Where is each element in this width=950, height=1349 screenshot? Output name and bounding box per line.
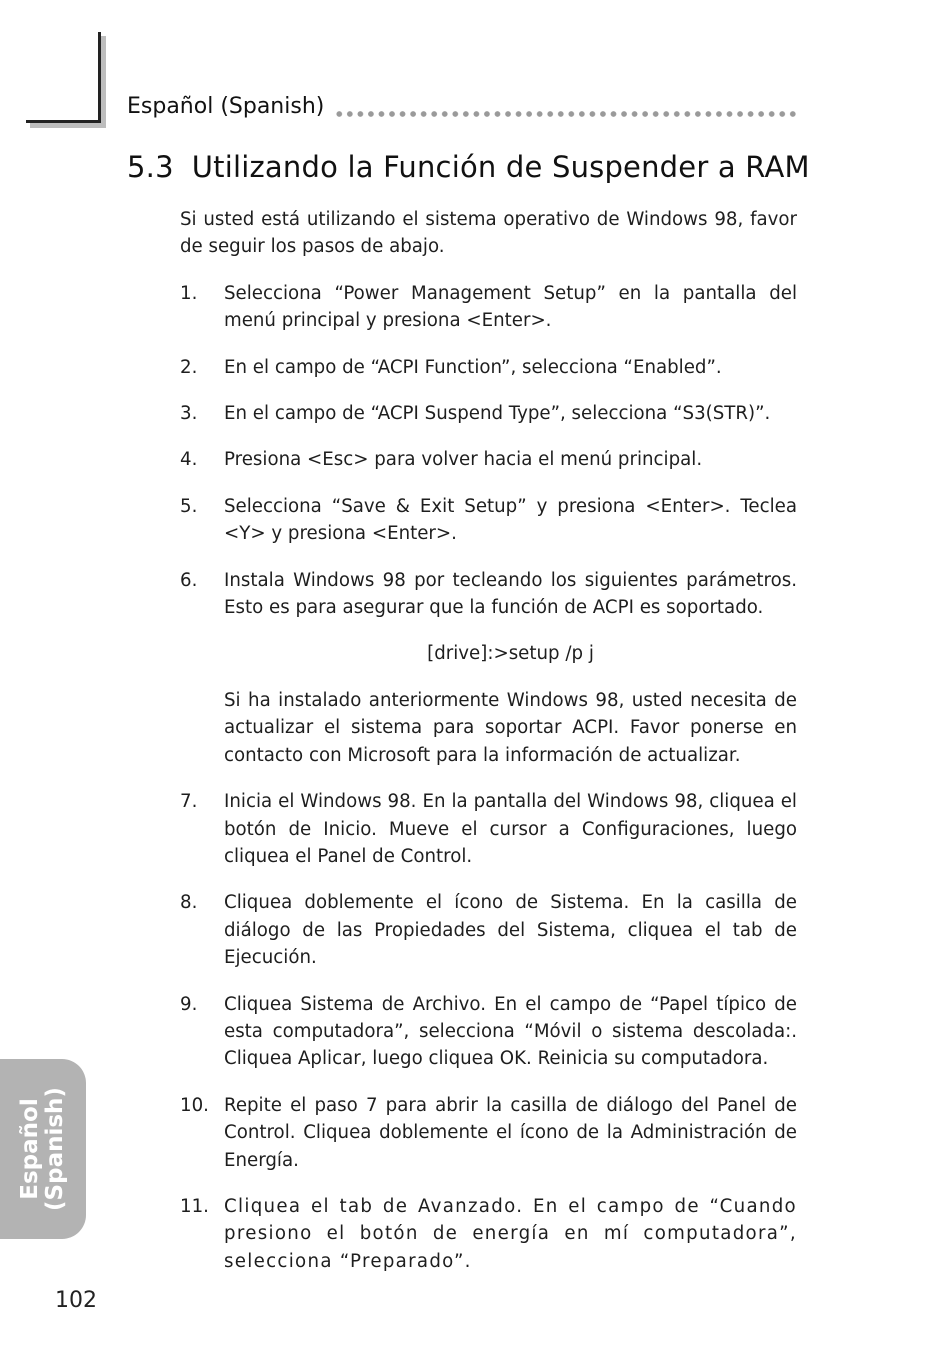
list-text: Cliquea doblemente el ícono de Sistema. En la casilla de diálogo de las Propiedades del Sistema, cliquea el tab de Ejecución. [224,892,797,969]
intro-paragraph: Si usted está utilizando el sistema operativo de Windows 98, favor de seguir los pasos de abajo. [180,209,797,258]
list-text: Selecciona “Power Management Setup” en la pantalla del menú principal y presiona <Enter>. [224,282,797,332]
list-number: 11. [180,1195,209,1217]
list-item-6 [180,567,797,622]
language-side-tab [0,1059,86,1239]
corner-mark-horizontal [26,120,101,123]
list-text: Repite el paso 7 para abrir la casilla de diálogo del Panel de Control. Cliquea doblemente el ícono de la Administración de Energía. [224,1094,797,1171]
list-number: 6. [180,569,198,591]
page-number: 102 [55,1288,97,1313]
list-item-1 [180,280,797,335]
list-item-3 [180,400,797,427]
list-number: 7. [180,791,198,813]
list-item-4 [180,446,797,473]
list-number: 3. [180,403,198,425]
page-body [180,206,797,1294]
corner-mark-vertical [98,32,101,123]
list-item-9 [180,991,797,1073]
section-title [127,150,810,184]
side-tab-line-2: (Spanish) [42,1087,68,1211]
list-text: En el campo de “ACPI Function”, selecciona “Enabled”. [224,356,722,378]
side-tab-line-1: Español [17,1098,43,1200]
list-number: 9. [180,993,198,1015]
list-number: 1. [180,282,198,304]
list-item-11 [180,1193,797,1275]
list-text: Cliquea Sistema de Archivo. En el campo de “Papel típico de esta computadora”, selecciona “Móvil o sistema descolada:. Cliquea Aplicar, luego cliquea OK. Reinicia su computadora. [224,993,797,1070]
list-number: 5. [180,495,198,517]
corner-mark-shadow-vertical [101,36,106,128]
section-number: 5.3 [127,150,174,184]
list-number: 2. [180,356,198,378]
list-number: 10. [180,1094,209,1116]
list-text: Instala Windows 98 por tecleando los siguientes parámetros. Esto es para asegurar que la función de ACPI es soportado. [224,569,797,619]
side-tab-label [18,1087,68,1211]
list-item-7 [180,788,797,870]
list-text: Cliquea el tab de Avanzado. En el campo de “Cuando presiono el botón de energía en mí computadora”, selecciona “Preparado”. [224,1195,797,1272]
corner-mark-shadow-horizontal [30,123,106,128]
list-text: En el campo de “ACPI Suspend Type”, selecciona “S3(STR)”. [224,403,771,425]
dotted-rule [334,110,796,118]
upgrade-note: Si ha instalado anteriormente Windows 98, usted necesita de actualizar el sistema para soportar ACPI. Favor ponerse en contacto con Microsoft para la información de actualizar. [224,689,797,766]
setup-command: [drive]:>setup /p j [427,643,594,665]
list-text: Presiona <Esc> para volver hacia el menú principal. [224,449,703,471]
list-item-5 [180,493,797,548]
list-text: Selecciona “Save & Exit Setup” y presiona <Enter>. Teclea <Y> y presiona <Enter>. [224,495,797,545]
list-number: 4. [180,449,198,471]
list-number: 8. [180,892,198,914]
language-header: Español (Spanish) [127,94,325,119]
list-text: Inicia el Windows 98. En la pantalla del Windows 98, cliquea el botón de Inicio. Mueve el cursor a Configuraciones, luego cliquea el Panel de Control. [224,791,797,867]
section-title-text: Utilizando la Función de Suspender a RAM [191,150,810,184]
list-item-8 [180,889,797,971]
list-item-10 [180,1092,797,1174]
list-item-2 [180,354,797,381]
